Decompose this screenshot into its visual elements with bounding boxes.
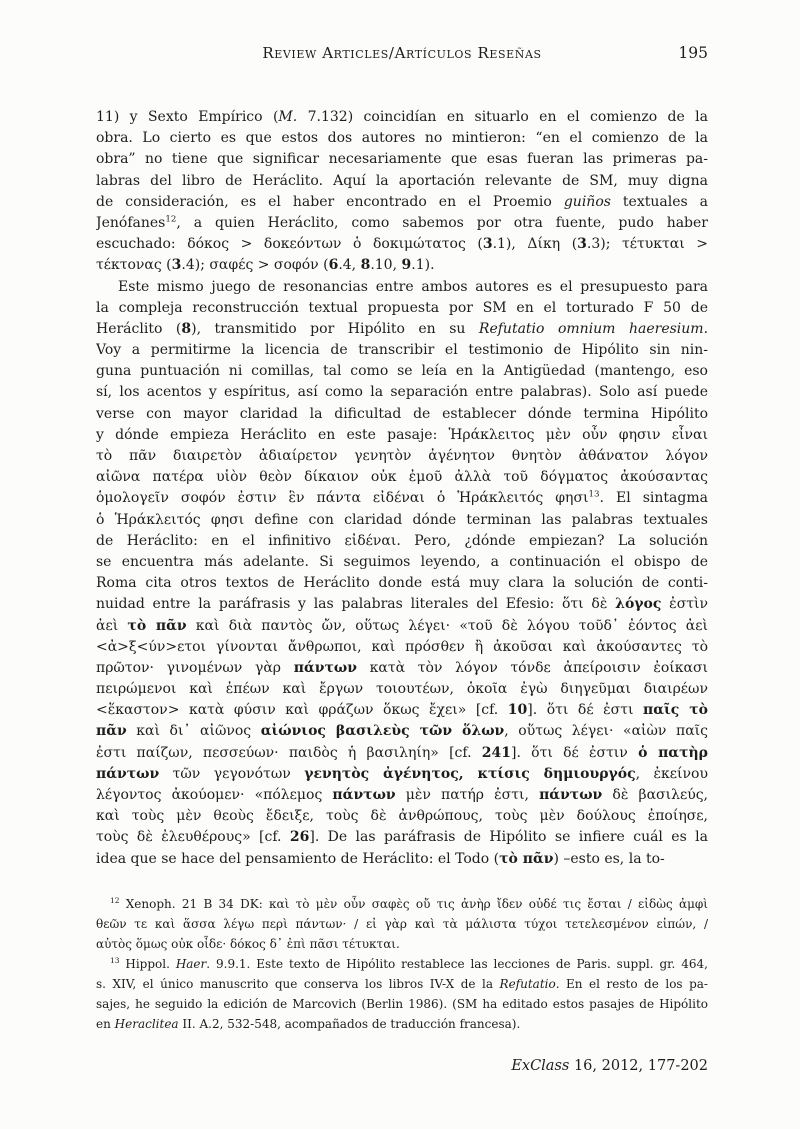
text-segment: se encuentra más adelante. Si seguimos leyendo, a continuación el obispo de [96,553,708,570]
text-segment: δὲ βασιλεύς, [602,787,708,803]
text-segment: escuchado: δόκος > δοκεόντων ὁ δοκιμώτατος ( [96,236,483,253]
text-segment: κατὰ τὸν λόγον τόνδε ἀπείροισιν ἐοίκασι [356,659,708,676]
text-segment: Voy a permitirme la licencia de transcribir el testimonio de Hipólito sin nin- [96,342,708,359]
text-line [96,404,708,425]
text-line [96,234,708,255]
text-line [96,531,708,552]
text-segment: 6 [328,257,339,274]
text-line [96,658,708,679]
text-segment: . En el resto de los pa- [555,977,708,991]
text-segment: idea que se hace del pensamiento de Heráclito: el Todo ( [96,850,500,867]
text-segment: 11) y Sexto Empírico ( [96,109,279,125]
text-segment: guna puntuación ni comillas, tal como se leía en la Antigüedad (mantengo, eso [96,363,708,380]
text-segment: 8 [181,320,192,337]
text-segment: nuidad entre la paráfrasis y las palabras literales del Efesio: ὅτι δὲ [96,596,616,613]
text-segment: θεῶν τε καὶ ἅσσα λέγω περὶ πάντων· / εἰ γὰρ καὶ τὰ μάλιστα τύχοι τετελεσμένον εἰπών, / [96,917,708,931]
text-line [96,277,708,298]
text-line [96,700,708,721]
text-line [96,467,708,488]
footnote [96,954,708,1034]
text-segment: πάντων [96,765,160,782]
text-segment: <ἀ>ξ<ύν>ετοι γίνονται ἄνθρωποι, καὶ πρόσθεν ἢ ἀκοῦσαι καὶ ἀκούσαντες τὸ [96,638,708,655]
text-segment: ]. De las paráfrasis de Hipólito se infiere cuál es la [309,829,708,846]
footnote-reference: 12 [110,896,120,905]
text-line [96,806,708,827]
footnote-reference: 13 [110,956,120,965]
text-segment: Roma cita otros textos de Heráclito donde está muy clara la solución de conti- [96,575,708,592]
text-segment: 241 [481,744,512,761]
page-header [96,44,708,66]
page-footer [96,1058,708,1074]
text-segment: ), transmitido por Hipólito en su [191,320,479,337]
text-segment: 3 [171,257,182,274]
footnotes [96,894,708,1034]
text-segment: .10, [370,257,402,274]
text-segment: καὶ διὰ παντὸς ὤν, οὕτως λέγει· «τοῦ δὲ λόγου τοῦδ᾽ ἐόντος ἀεὶ [186,617,708,634]
text-segment: αἰώνιος βασιλεὺς τῶν ὅλων [260,723,505,740]
text-line [96,827,708,848]
page-number: 195 [678,44,708,62]
text-segment: verse con mayor claridad la dificultad de establecer dónde termina Hipólito [96,405,708,422]
text-segment: Este mismo juego de resonancias entre ambos autores es el presupuesto para [118,278,708,295]
text-segment: <ἕκαστον> κατὰ φύσιν καὶ φράζων ὅκως ἔχει» [cf. [96,702,508,719]
paragraph [96,107,708,277]
text-segment: τῶν γεγονότων [159,765,305,782]
text-segment: ἐστὶν [661,596,708,613]
text-segment: s. XIV, el único manuscrito que conserva los libros IV-X de la [96,977,500,991]
text-segment: M. [278,109,298,125]
text-segment: , ἐκείνου [635,765,708,782]
text-segment: ἀεὶ [96,617,128,634]
text-segment: II. A.2, 532-548, acompañados de traducción francesa). [178,1017,521,1031]
text-segment: ὁ Ἡράκλειτός φησι define con claridad dónde terminan las palabras textuales [96,511,708,528]
text-segment: obra. Lo cierto es que estos dos autores no mintieron: “en el comienzo de la [96,130,708,147]
text-segment: 3 [577,236,587,253]
text-line [96,594,708,615]
text-line [96,573,708,594]
text-line [96,849,708,870]
footnote [96,894,708,954]
text-segment: λόγος [615,596,662,613]
text-segment: τὸ πᾶν διαιρετὸν ἀδιαίρετον γενητὸν ἀγένητον θνητὸν ἀθάνατον λόγον [96,448,708,464]
text-line [96,743,708,764]
text-segment: τέκτονας ( [96,257,172,274]
text-segment: 3 [482,236,493,253]
text-segment: ἐστι παίζων, πεσσεύων· παιδὸς ἡ βασιληίη» [cf. [96,744,482,761]
text-segment: πάντων [293,659,357,676]
footnote-line [96,934,708,954]
footnote-line [96,954,708,974]
text-line [96,340,708,361]
text-segment: ὁ πατὴρ [638,744,708,761]
footnote-line [96,994,708,1014]
text-segment: λέγοντος ἀκούομεν· «πόλεμος [96,787,333,803]
text-segment: πᾶν [96,723,127,740]
text-line [96,192,708,213]
text-line [96,785,708,806]
text-segment: . [703,320,708,337]
footnote-line [96,974,708,994]
text-segment: 8 [360,257,371,274]
footnote-reference: 13 [588,489,600,500]
text-line [96,361,708,382]
text-line [96,446,708,467]
text-segment: .4); σαφές > σοφόν ( [181,257,329,274]
text-segment: Xenoph. 21 B 34 DK: καὶ τὸ μὲν οὖν σαφὲς οὔ τις ἀνὴρ ἴδεν οὐδέ τις ἔσται / εἰδὼς ἀμφὶ [119,897,708,911]
text-segment: obra” no tiene que significar necesariamente que esas fueran las primeras pa- [96,151,708,168]
text-segment: πρῶτον· γινομένων γὰρ [96,659,294,676]
text-line [96,616,708,637]
text-segment: de consideración, es el haber encontrado en el Proemio [96,193,564,210]
text-segment: .1). [411,257,435,274]
text-line [96,319,708,340]
text-segment: πάντων [332,787,396,803]
footnote-line [96,1014,708,1034]
text-line [96,679,708,700]
text-segment: .3); τέτυκται > [586,236,708,253]
text-segment: Refutatio [499,977,556,991]
text-line [96,382,708,403]
text-segment: πάντων [539,787,603,803]
text-line [96,637,708,658]
text-line [96,488,708,509]
body-text [96,107,708,870]
text-segment: . El sintagma [599,490,708,507]
text-segment: αὐτὸς ὅμως οὐκ οἶδε· δόκος δ᾽ ἐπὶ πᾶσι τέτυκται. [96,937,400,951]
text-segment: 10 [507,702,528,719]
text-line [96,552,708,573]
text-segment: τοὺς δὲ ἐλευθέρους» [cf. [96,829,290,846]
text-segment: Heráclito ( [96,320,182,337]
footnote-line [96,894,708,914]
paragraph [96,277,708,870]
text-line [96,298,708,319]
text-segment: μὲν πατήρ ἐστι, [395,787,540,803]
text-segment: Heraclitea [114,1017,179,1031]
text-segment: ) –esto es, la to- [553,850,665,867]
text-segment: la compleja reconstrucción textual propuesta por SM en el torturado F 50 de [96,299,708,316]
text-line [96,255,708,276]
text-segment: γενητὸς ἀγένητος, κτίσις δημιουργός [304,765,636,782]
text-segment: de Heráclito: en el infinitivo εἰδέναι. Pero, ¿dónde empiezan? La solución [96,532,708,549]
text-line [96,149,708,170]
text-segment: πειρώμενοι καὶ ἐπέων καὶ ἔργων τοιουτέων, ὁκοῖα ἐγὼ διηγεῦμαι διαιρέων [96,681,708,698]
text-segment: τὸ πᾶν [127,617,187,634]
text-line [96,510,708,531]
text-line [96,425,708,446]
text-segment: . 9.9.1. Este texto de Hipólito restablece las lecciones de Paris. suppl. gr. 464, [206,957,708,971]
text-segment: Hippol. [119,957,176,971]
text-segment: τὸ πᾶν [499,850,554,867]
text-segment: παῖς τὸ [642,702,708,719]
text-segment: αἰῶνα πατέρα υἱὸν θεὸν δίκαιον οὐκ ἐμοῦ ἀλλὰ τοῦ δόγματος ἀκούσαντας [96,469,708,486]
text-segment: 9 [401,257,412,274]
text-segment: καὶ δι᾽ αἰῶνος [126,723,261,740]
text-segment: Haer [175,957,207,971]
text-segment: 7.132) coincidían en situarlo en el comienzo de la [297,109,708,125]
running-header-title: Review Articles/Artículos Reseñas [262,44,542,62]
text-line [96,128,708,149]
text-segment: .4, [338,257,361,274]
text-segment: καὶ τοὺς μὲν θεοὺς ἔδειξε, τοὺς δὲ ἀνθρώπους, τοὺς μὲν δούλους ἐποίησε, [96,808,708,825]
text-segment: labras del libro de Heráclito. Aquí la aportación relevante de SM, muy digna [96,172,708,189]
text-segment: textuales a [610,193,708,210]
text-segment: guiños [563,193,611,210]
text-line [96,171,708,192]
text-segment: Jenófanes [96,214,166,231]
text-segment: Refutatio omnium haeresium [478,320,704,337]
text-segment: sajes, he seguido la edición de Marcovich (Berlin 1986). (SM ha editado estos pasajes de Hipólito [96,997,708,1011]
text-segment: ]. ὅτι δέ ἐστι [527,702,643,719]
footnote-reference: 12 [165,214,177,225]
text-line [96,213,708,234]
text-segment: ὁμολογεῖν σοφόν ἐστιν ἓν πάντα εἰδέναι ὁ Ἡράκλειτός φησι [96,490,589,507]
journal-name: ExClass [511,1058,570,1074]
text-segment: , οὕτως λέγει· «αἰὼν παῖς [504,723,708,740]
text-segment: ]. ὅτι δέ ἐστιν [511,744,639,761]
text-segment: .1), Δίκη ( [492,236,578,253]
text-segment: , a quien Heráclito, como sabemos por otra fuente, pudo haber [176,214,708,231]
text-segment: en [96,1017,115,1031]
text-segment: 26 [289,829,310,846]
text-line [96,107,708,128]
text-line [96,721,708,742]
citation-info: 16, 2012, 177-202 [569,1058,708,1074]
text-line [96,764,708,785]
text-segment: sí, los acentos y espíritus, así como la separación entre palabras). Solo así puede [96,384,708,401]
text-segment: y dónde empieza Heráclito en este pasaje: Ἡράκλειτος μὲν οὖν φησιν εἶναι [96,426,708,443]
footnote-line [96,914,708,934]
